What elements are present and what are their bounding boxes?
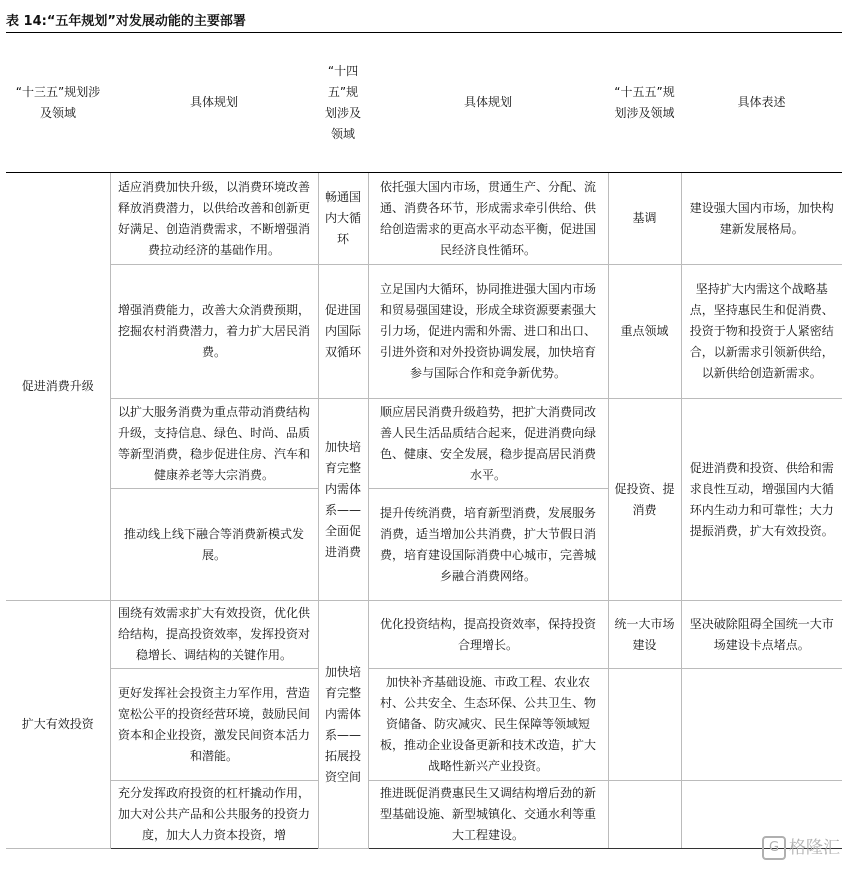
- plan-table: [6, 32, 842, 849]
- area15-key-fields: 重点领域: [608, 265, 681, 399]
- plan13-cell: 适应消费加快升级，以消费环境改善释放消费潜力，以供给改善和创新更好满足、创造消费需求，不断增强消费拉动经济的基础作用。: [110, 173, 318, 265]
- header-15th-areas: “十五五”规划涉及领域: [608, 33, 681, 173]
- plan13-cell: 更好发挥社会投资主力军作用，营造宽松公平的投资经营环境，鼓励民间资本和企业投资，激发民间资本活力和潜能。: [110, 669, 318, 781]
- area14-dual-cycle: 促进国内国际双循环: [318, 265, 368, 399]
- header-14th-areas: “十四五”规划涉及领域: [318, 33, 368, 173]
- statement15-cell: 坚持扩大内需这个战略基点，坚持惠民生和促消费、投资于物和投资于人紧密结合，以新需求引领新供给，以新供给创造新需求。: [681, 265, 842, 399]
- header-13th-areas: “十三五”规划涉及领域: [6, 33, 110, 173]
- area14-consumption-system: 加快培育完整内需体系——全面促进消费: [318, 399, 368, 601]
- watermark-logo-icon: G: [762, 836, 786, 860]
- area15-tone: 基调: [608, 173, 681, 265]
- statement15-cell: 促进消费和投资、供给和需求良性互动，增强国内大循环内生动力和可靠性；大力提振消费，扩大有效投资。: [681, 399, 842, 601]
- empty-cell: [608, 669, 681, 781]
- plan14-cell: 优化投资结构，提高投资效率，保持投资合理增长。: [368, 601, 608, 669]
- plan13-cell: 推动线上线下融合等消费新模式发展。: [110, 489, 318, 601]
- table-title: 表 14:“五年规划”对发展动能的主要部署: [6, 14, 246, 29]
- plan13-cell: 增强消费能力，改善大众消费预期，挖掘农村消费潜力，着力扩大居民消费。: [110, 265, 318, 399]
- area14-investment-space: 加快培育完整内需体系——拓展投资空间: [318, 601, 368, 849]
- area15-unified-market: 统一大市场建设: [608, 601, 681, 669]
- plan14-cell: 依托强大国内市场，贯通生产、分配、流通、消费各环节，形成需求牵引供给、供给创造需求的更高水平动态平衡，促进国民经济良性循环。: [368, 173, 608, 265]
- plan14-cell: 加快补齐基础设施、市政工程、农业农村、公共安全、生态环保、公共卫生、物资储备、防灾减灾、民生保障等领域短板，推动企业设备更新和技术改造，扩大战略性新兴产业投资。: [368, 669, 608, 781]
- plan14-cell: 提升传统消费，培育新型消费，发展服务消费，适当增加公共消费，扩大节假日消费，培育建设国际消费中心城市，完善城乡融合消费网络。: [368, 489, 608, 601]
- header-15th-statement: 具体表述: [681, 33, 842, 173]
- empty-cell: [681, 669, 842, 781]
- empty-cell: [608, 781, 681, 849]
- watermark: [762, 833, 840, 860]
- header-13th-plan: 具体规划: [110, 33, 318, 173]
- plan13-cell: 围绕有效需求扩大有效投资，优化供给结构，提高投资效率，发挥投资对稳增长、调结构的关键作用。: [110, 601, 318, 669]
- statement15-cell: 建设强大国内市场，加快构建新发展格局。: [681, 173, 842, 265]
- statement15-cell: 坚决破除阻碍全国统一大市场建设卡点堵点。: [681, 601, 842, 669]
- area14-domestic-cycle: 畅通国内大循环: [318, 173, 368, 265]
- header-14th-plan: 具体规划: [368, 33, 608, 173]
- area-investment: 扩大有效投资: [6, 601, 110, 849]
- plan14-cell: 立足国内大循环，协同推进强大国内市场和贸易强国建设，形成全球资源要素强大引力场，促进内需和外需、进口和出口、引进外资和对外投资协调发展，加快培育参与国际合作和竞争新优势。: [368, 265, 608, 399]
- area-consumption: 促进消费升级: [6, 173, 110, 601]
- plan14-cell: 顺应居民消费升级趋势，把扩大消费同改善人民生活品质结合起来，促进消费向绿色、健康、安全发展，稳步提高居民消费水平。: [368, 399, 608, 489]
- watermark-text: 格隆汇: [789, 838, 840, 858]
- area15-invest-consume: 促投资、提消费: [608, 399, 681, 601]
- plan14-cell: 推进既促消费惠民生又调结构增后劲的新型基础设施、新型城镇化、交通水利等重大工程建设。: [368, 781, 608, 849]
- plan13-cell: 以扩大服务消费为重点带动消费结构升级，支持信息、绿色、时尚、品质等新型消费，稳步促进住房、汽车和健康养老等大宗消费。: [110, 399, 318, 489]
- plan13-cell: 充分发挥政府投资的杠杆撬动作用，加大对公共产品和公共服务的投资力度，加大人力资本投资，增: [110, 781, 318, 849]
